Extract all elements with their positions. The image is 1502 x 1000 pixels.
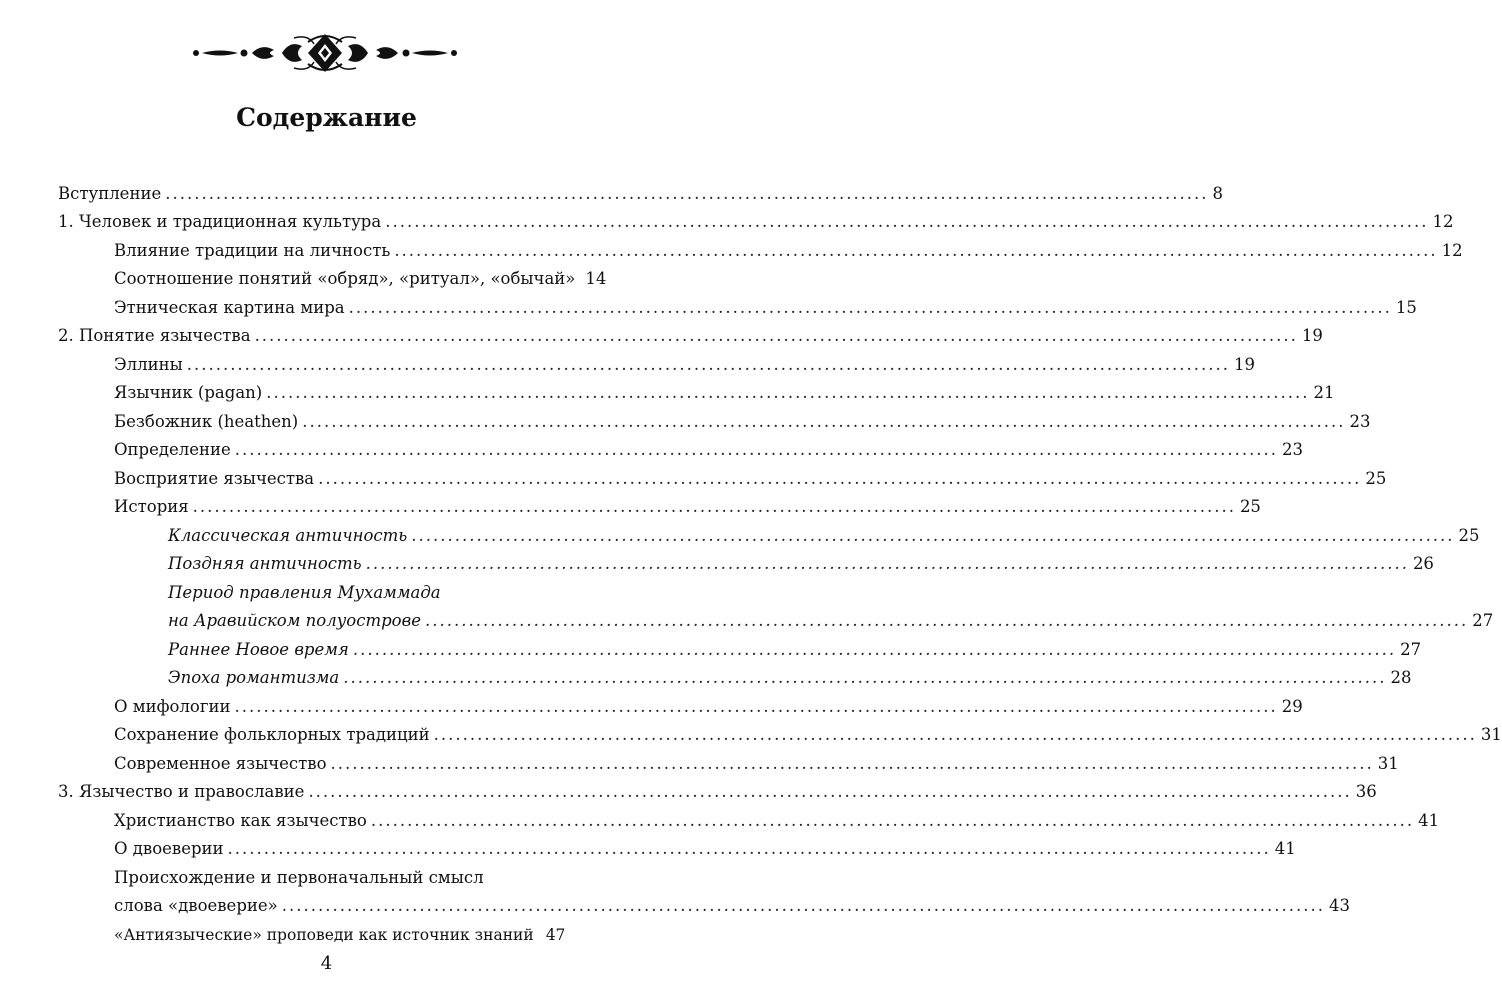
toc-leader: ................................................................................................................................................ [186, 354, 1230, 374]
toc-entry-page: 8 [1212, 183, 1223, 203]
toc-entry-page: 12 [1432, 212, 1454, 231]
toc-entry-label: Безбожник (heathen) [114, 411, 299, 431]
toc-entry-page: 23 [1282, 440, 1304, 459]
toc-entry-label: История [114, 497, 189, 516]
toc-entry-page: 21 [1313, 383, 1335, 402]
toc-entry[interactable] [58, 888, 1351, 917]
toc-entry-page: 27 [1400, 639, 1422, 659]
toc-entry[interactable] [58, 574, 618, 603]
toc-entry-page: 23 [1349, 411, 1371, 431]
toc-entry[interactable] [58, 774, 1377, 803]
toc-leader: ................................................................................................................................................ [343, 668, 1387, 687]
toc-leader: ................................................................................................................................................ [370, 810, 1415, 830]
toc-entry[interactable] [58, 916, 618, 945]
toc-entry-label: слова «двоеверие» [114, 896, 278, 915]
toc-entry[interactable] [58, 802, 1440, 831]
toc-entry[interactable] [58, 517, 1480, 546]
toc-leader: ................................................................................................................................................ [308, 782, 1352, 801]
page-title: Содержание [236, 103, 417, 132]
toc-entry-page: 27 [1472, 611, 1494, 630]
toc-entry-page: 25 [1239, 497, 1261, 516]
toc-entry[interactable] [58, 489, 1261, 518]
toc-leader: ................................................................................................................................................ [302, 411, 1346, 431]
toc-entry-label: 2. Понятие язычества [58, 326, 251, 345]
toc-leader: ................................................................................................................................................ [365, 554, 1409, 573]
toc-entry-label: О мифологии [114, 696, 231, 716]
toc-leader: ................................................................................................................................................ [254, 326, 1298, 345]
toc-entry-page: 26 [1412, 554, 1434, 573]
toc-leader: ................................................................................................................................................ [281, 896, 1326, 915]
toc-entry-page: 28 [1390, 668, 1412, 687]
toc-entry-page: 31 [1480, 725, 1502, 744]
toc-entry-label: Раннее Новое время [168, 639, 349, 659]
toc-entry-label: 1. Человек и традиционная культура [58, 212, 382, 231]
decorative-ornament [190, 28, 460, 78]
toc-entry[interactable] [58, 603, 1494, 632]
toc-entry[interactable] [58, 660, 1412, 689]
toc-leader: ................................................................................................................................................ [411, 525, 1455, 545]
toc-entry-label: Влияние традиции на личность [114, 240, 391, 260]
toc-entry-label: Происхождение и первоначальный смысл [114, 867, 484, 887]
toc-leader: ................................................................................................................................................ [424, 611, 1469, 630]
toc-entry-label: Сохранение фольклорных традиций [114, 725, 430, 744]
toc-entry[interactable] [58, 403, 1371, 432]
toc-entry-label: «Антиязыческие» проповеди как источник знаний [114, 925, 534, 944]
toc-entry[interactable] [58, 745, 1399, 774]
toc-entry[interactable] [58, 175, 1223, 204]
toc-entry-label: Язычник (pagan) [114, 383, 263, 402]
toc-entry-label: 3. Язычество и православие [58, 782, 305, 801]
toc-entry[interactable] [58, 432, 1304, 461]
toc-entry[interactable] [58, 375, 1335, 404]
toc-entry-label: Современное язычество [114, 753, 327, 773]
toc-entry-page: 25 [1458, 525, 1480, 545]
toc-entry-page: 19 [1301, 326, 1323, 345]
toc-entry-page: 31 [1377, 753, 1399, 773]
toc-entry[interactable] [58, 346, 1255, 375]
toc-entry-label: Христианство как язычество [114, 810, 367, 830]
toc-entry-page: 36 [1355, 782, 1377, 801]
toc-leader: ................................................................................................................................................ [352, 639, 1397, 659]
toc-leader: ................................................................................................................................................ [348, 297, 1392, 317]
page-number: 4 [320, 953, 333, 974]
toc-entry[interactable] [58, 631, 1422, 660]
toc-entry[interactable] [58, 546, 1434, 575]
toc-leader: ................................................................................................................................................ [227, 839, 1271, 858]
toc-entry-label: О двоеверии [114, 839, 224, 858]
toc-leader: ................................................................................................................................................ [192, 497, 1236, 516]
toc-entry-page: 15 [1395, 297, 1417, 317]
toc-entry[interactable] [58, 859, 618, 888]
toc-entry-page: 14 [585, 269, 607, 288]
toc-entry-label: на Аравийском полуострове [168, 611, 421, 630]
toc-entry-label: Эпоха романтизма [168, 668, 340, 687]
toc-leader: ................................................................................................................................................ [234, 440, 1279, 459]
toc-entry-label: Классическая античность [168, 525, 408, 545]
toc-entry-page: 41 [1418, 810, 1440, 830]
toc-entry[interactable] [58, 460, 1387, 489]
toc-entry[interactable] [58, 318, 1323, 347]
toc-entry-page: 43 [1329, 896, 1351, 915]
toc-entry-label: Определение [114, 440, 231, 459]
toc-entry-page: 12 [1441, 240, 1463, 260]
toc-leader: ................................................................................................................................................ [394, 240, 1438, 260]
toc-entry[interactable] [58, 289, 1417, 318]
toc-entry-page: 25 [1365, 468, 1387, 488]
toc-entry-label: Эллины [114, 354, 183, 374]
toc-entry-page: 29 [1281, 696, 1303, 716]
toc-leader: ................................................................................................................................................ [433, 725, 1477, 744]
table-of-contents [58, 175, 1502, 945]
toc-leader: ................................................................................................................................................ [385, 212, 1429, 231]
toc-entry-label: Период правления Мухаммада [168, 582, 441, 602]
toc-leader: ................................................................................................................................................ [266, 383, 1310, 402]
toc-entry-page: 19 [1233, 354, 1255, 374]
toc-entry[interactable] [58, 831, 1296, 860]
toc-leader: ................................................................................................................................................ [234, 696, 1278, 716]
toc-leader: ................................................................................................................................................ [165, 183, 1209, 203]
toc-entry[interactable] [58, 688, 1303, 717]
toc-entry-page: 47 [545, 925, 566, 944]
toc-entry[interactable] [58, 204, 1454, 233]
toc-entry[interactable] [58, 232, 1463, 261]
toc-leader: ................................................................................................................................................ [318, 468, 1362, 488]
toc-entry-label: Вступление [58, 183, 162, 203]
toc-leader: ................................................................................................................................................ [330, 753, 1374, 773]
toc-entry-label: Этническая картина мира [114, 297, 345, 317]
toc-entry-page: 41 [1274, 839, 1296, 858]
toc-entry-label: Поздняя античность [168, 554, 362, 573]
toc-entry-label: Соотношение понятий «обряд», «ритуал», «обычай» [114, 269, 576, 288]
toc-entry[interactable] [58, 261, 618, 290]
toc-entry[interactable] [58, 717, 1502, 746]
toc-entry-label: Восприятие язычества [114, 468, 315, 488]
